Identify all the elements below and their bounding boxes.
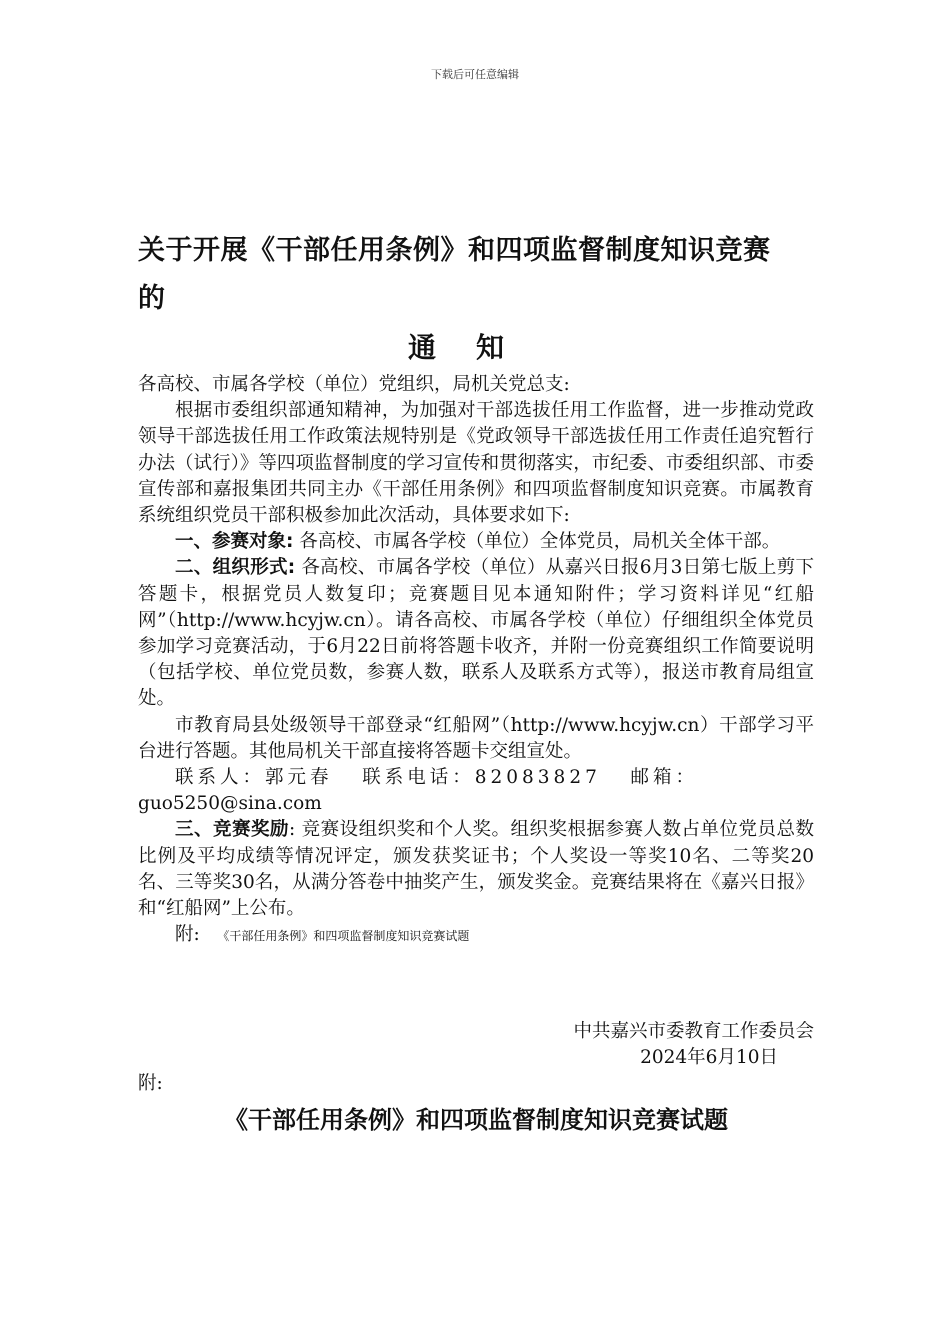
login-paragraph: 市教育局县处级领导干部登录“红船网”（http://www.hcyjw.cn）干部学习平台进行答题。其他局机关干部直接将答题卡交组宣处。 bbox=[138, 714, 814, 762]
section-awards bbox=[138, 817, 814, 922]
section-organization-text: 各高校、市属各学校（单位）从嘉兴日报6月3日第七版上剪下答题卡，根据党员人数复印；竞赛题目见本通知附件；学习资料详见“红船网”（http://www.hcyjw.cn）。请各高校、市属各学校（单位）仔细组织全体党员参加学习竞赛活动，于6月22日前将答题卡收齐，并附一份竞赛组织工作简要说明（包括学校、单位党员数，参赛人数，联系人及联系方式等），报送市教育局组宣处。 bbox=[138, 557, 814, 710]
contact-person: 郭元春 bbox=[265, 767, 333, 789]
salutation: 各高校、市属各学校（单位）党组织，局机关党总支: bbox=[138, 374, 570, 395]
attachment-text: 《干部任用条例》和四项监督制度知识竞赛试题 bbox=[217, 929, 470, 944]
contact-email-label: 邮箱： bbox=[630, 767, 699, 789]
contact-email[interactable]: guo5250@sina.com bbox=[138, 793, 322, 815]
section-participants-heading: 一、参赛对象: bbox=[175, 531, 294, 553]
intro-paragraph: 根据市委组织部通知精神，为加强对干部选拔任用工作监督，进一步推动党政领导干部选拔任用工作政策法规特别是《党政领导干部选拔任用工作责任追究暂行办法（试行）》等四项监督制度的学习宣传和贯彻落实，市纪委、市委组织部、市委宣传部和嘉报集团共同主办《干部任用条例》和四项监督制度知识竞赛。市属教育系统组织党员干部积极参加此次活动，具体要求如下: bbox=[138, 400, 814, 527]
attachment-line bbox=[138, 922, 814, 949]
contact-person-label: 联系人： bbox=[175, 767, 266, 789]
attachment-label: 附: bbox=[175, 924, 200, 946]
appendix-label: 附: bbox=[138, 1073, 163, 1094]
document-title: 关于开展《干部任用条例》和四项监督制度知识竞赛 bbox=[138, 235, 771, 266]
section-awards-heading: 三、竞赛奖励 bbox=[175, 819, 289, 841]
notice-heading: 通知 bbox=[407, 331, 544, 364]
document-body bbox=[138, 372, 814, 949]
signature-org: 中共嘉兴市委教育工作委员会 bbox=[573, 1021, 814, 1042]
contact-phone-label: 联系电话： bbox=[362, 767, 475, 789]
section-organization bbox=[138, 555, 814, 712]
contact-line bbox=[138, 765, 814, 791]
document-title-continued: 的 bbox=[138, 283, 165, 314]
section-awards-text: : 竞赛设组织奖和个人奖。组织奖根据参赛人数占单位党员总数比例及平均成绩等情况评定，颁发获奖证书；个人奖设一等奖10名、二等奖20名、三等奖30名，从满分答卷中抽奖产生，颁发奖金。竞赛结果将在《嘉兴日报》和“红船网”上公布。 bbox=[138, 819, 814, 920]
section-participants-text: 各高校、市属各学校（单位）全体党员，局机关全体干部。 bbox=[293, 531, 781, 553]
header-note: 下载后可任意编辑 bbox=[431, 68, 519, 81]
section-participants bbox=[138, 529, 814, 555]
signature-date: 2024年6月10日 bbox=[640, 1047, 778, 1068]
section-organization-heading: 二、组织形式: bbox=[175, 557, 296, 579]
contact-phone: 82083827 bbox=[474, 767, 601, 789]
appendix-title: 《干部任用条例》和四项监督制度知识竞赛试题 bbox=[224, 1106, 728, 1134]
